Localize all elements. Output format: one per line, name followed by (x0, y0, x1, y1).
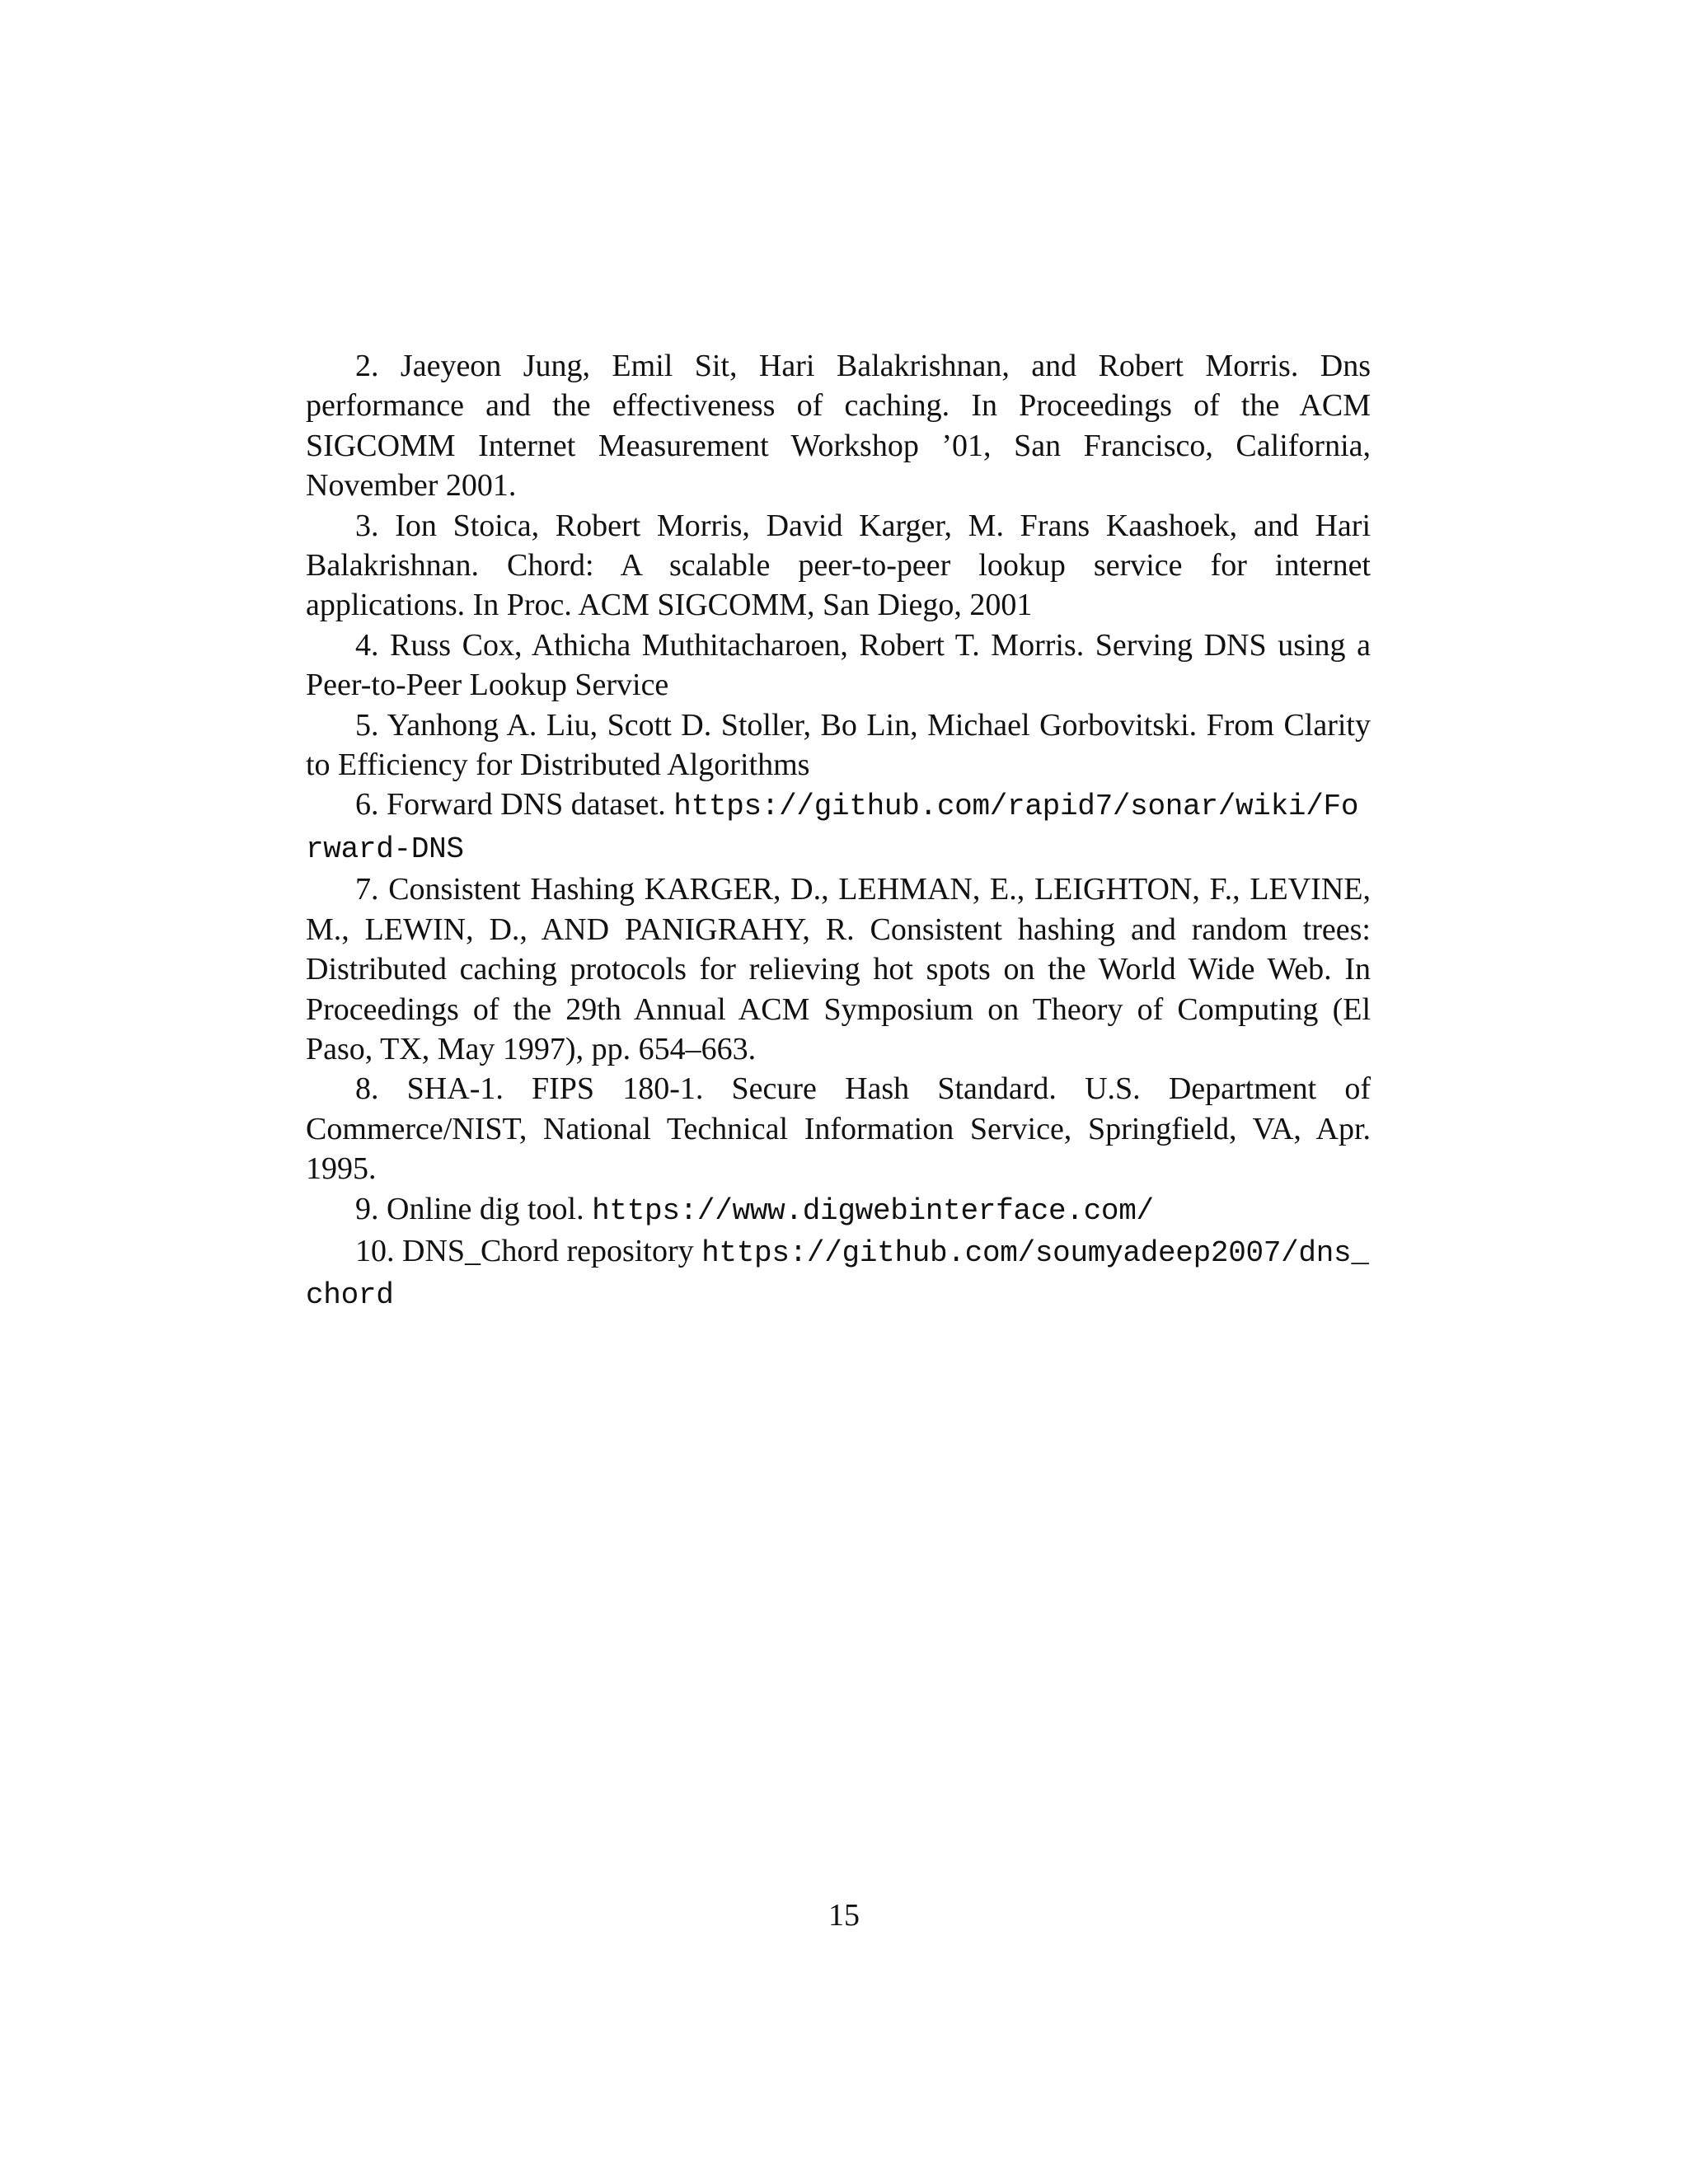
reference-text: Consistent Hashing KARGER, D., LEHMAN, E., LEIGHTON, F., LEVINE, M., LEWIN, D., AND PANIGRAHY, R. Consistent hashing and random trees: Distributed caching protocols for relieving hot spots on the World Wide Web. In Proceedings of the 29th Annual ACM Symposium on Theory of Computing (El Paso, TX, May 1997), pp. 654–663. (306, 872, 1371, 1066)
reference-text: SHA-1. FIPS 180-1. Secure Hash Standard. U.S. Department of Commerce/NIST, National Technical Information Service, Springfield, VA, Apr. 1995. (306, 1071, 1372, 1187)
reference-item-5 (306, 705, 1371, 785)
reference-text: Russ Cox, Athicha Muthitacharoen, Robert T. Morris. Serving DNS using a Peer-to-Peer Lookup Service (306, 627, 1372, 703)
reference-number: 6. (355, 787, 379, 823)
reference-list (306, 346, 1371, 1316)
reference-number: 10. (355, 1233, 395, 1268)
reference-item-3 (306, 506, 1371, 626)
reference-item-6 (306, 785, 1371, 869)
reference-text: Jaeyeon Jung, Emil Sit, Hari Balakrishnan, and Robert Morris. Dns performance and the effectiveness of caching. In Proceedings of the ACM SIGCOMM Internet Measurement Workshop ’01, San Francisco, California, November 2001. (306, 349, 1371, 504)
reference-number: 9. (355, 1191, 379, 1226)
reference-text: Forward DNS dataset. (387, 787, 666, 823)
reference-text: Yanhong A. Liu, Scott D. Stoller, Bo Lin, Michael Gorbovitski. From Clarity to Efficiency for Distributed Algorithms (306, 707, 1371, 783)
reference-number: 8. (355, 1071, 379, 1107)
reference-item-7 (306, 869, 1371, 1069)
reference-item-2 (306, 346, 1371, 506)
reference-number: 5. (355, 707, 379, 743)
page-number: 15 (828, 1898, 860, 1933)
reference-url-link[interactable]: https://www.digwebinterface.com/ (592, 1193, 1154, 1228)
reference-url-link[interactable]: https://github.com/soumyadeep2007/dns_chord (306, 1235, 1369, 1313)
reference-number: 4. (355, 627, 379, 663)
reference-text: DNS_Chord repository (402, 1233, 694, 1268)
reference-number: 7. (355, 872, 379, 907)
reference-number: 3. (355, 508, 379, 543)
reference-text: Online dig tool. (387, 1191, 584, 1226)
reference-item-9 (306, 1189, 1371, 1231)
reference-text: Ion Stoica, Robert Morris, David Karger, M. Frans Kaashoek, and Hari Balakrishnan. Chord: A scalable peer-to-peer lookup service for internet applications. In Proc. ACM SIGCOMM, San Diego, 2001 (306, 508, 1371, 623)
reference-item-4 (306, 626, 1371, 705)
reference-url-link[interactable]: https://github.com/rapid7/sonar/wiki/Forward-DNS (306, 790, 1359, 866)
reference-item-10 (306, 1231, 1371, 1316)
reference-number: 2. (355, 349, 379, 383)
reference-item-8 (306, 1069, 1371, 1188)
